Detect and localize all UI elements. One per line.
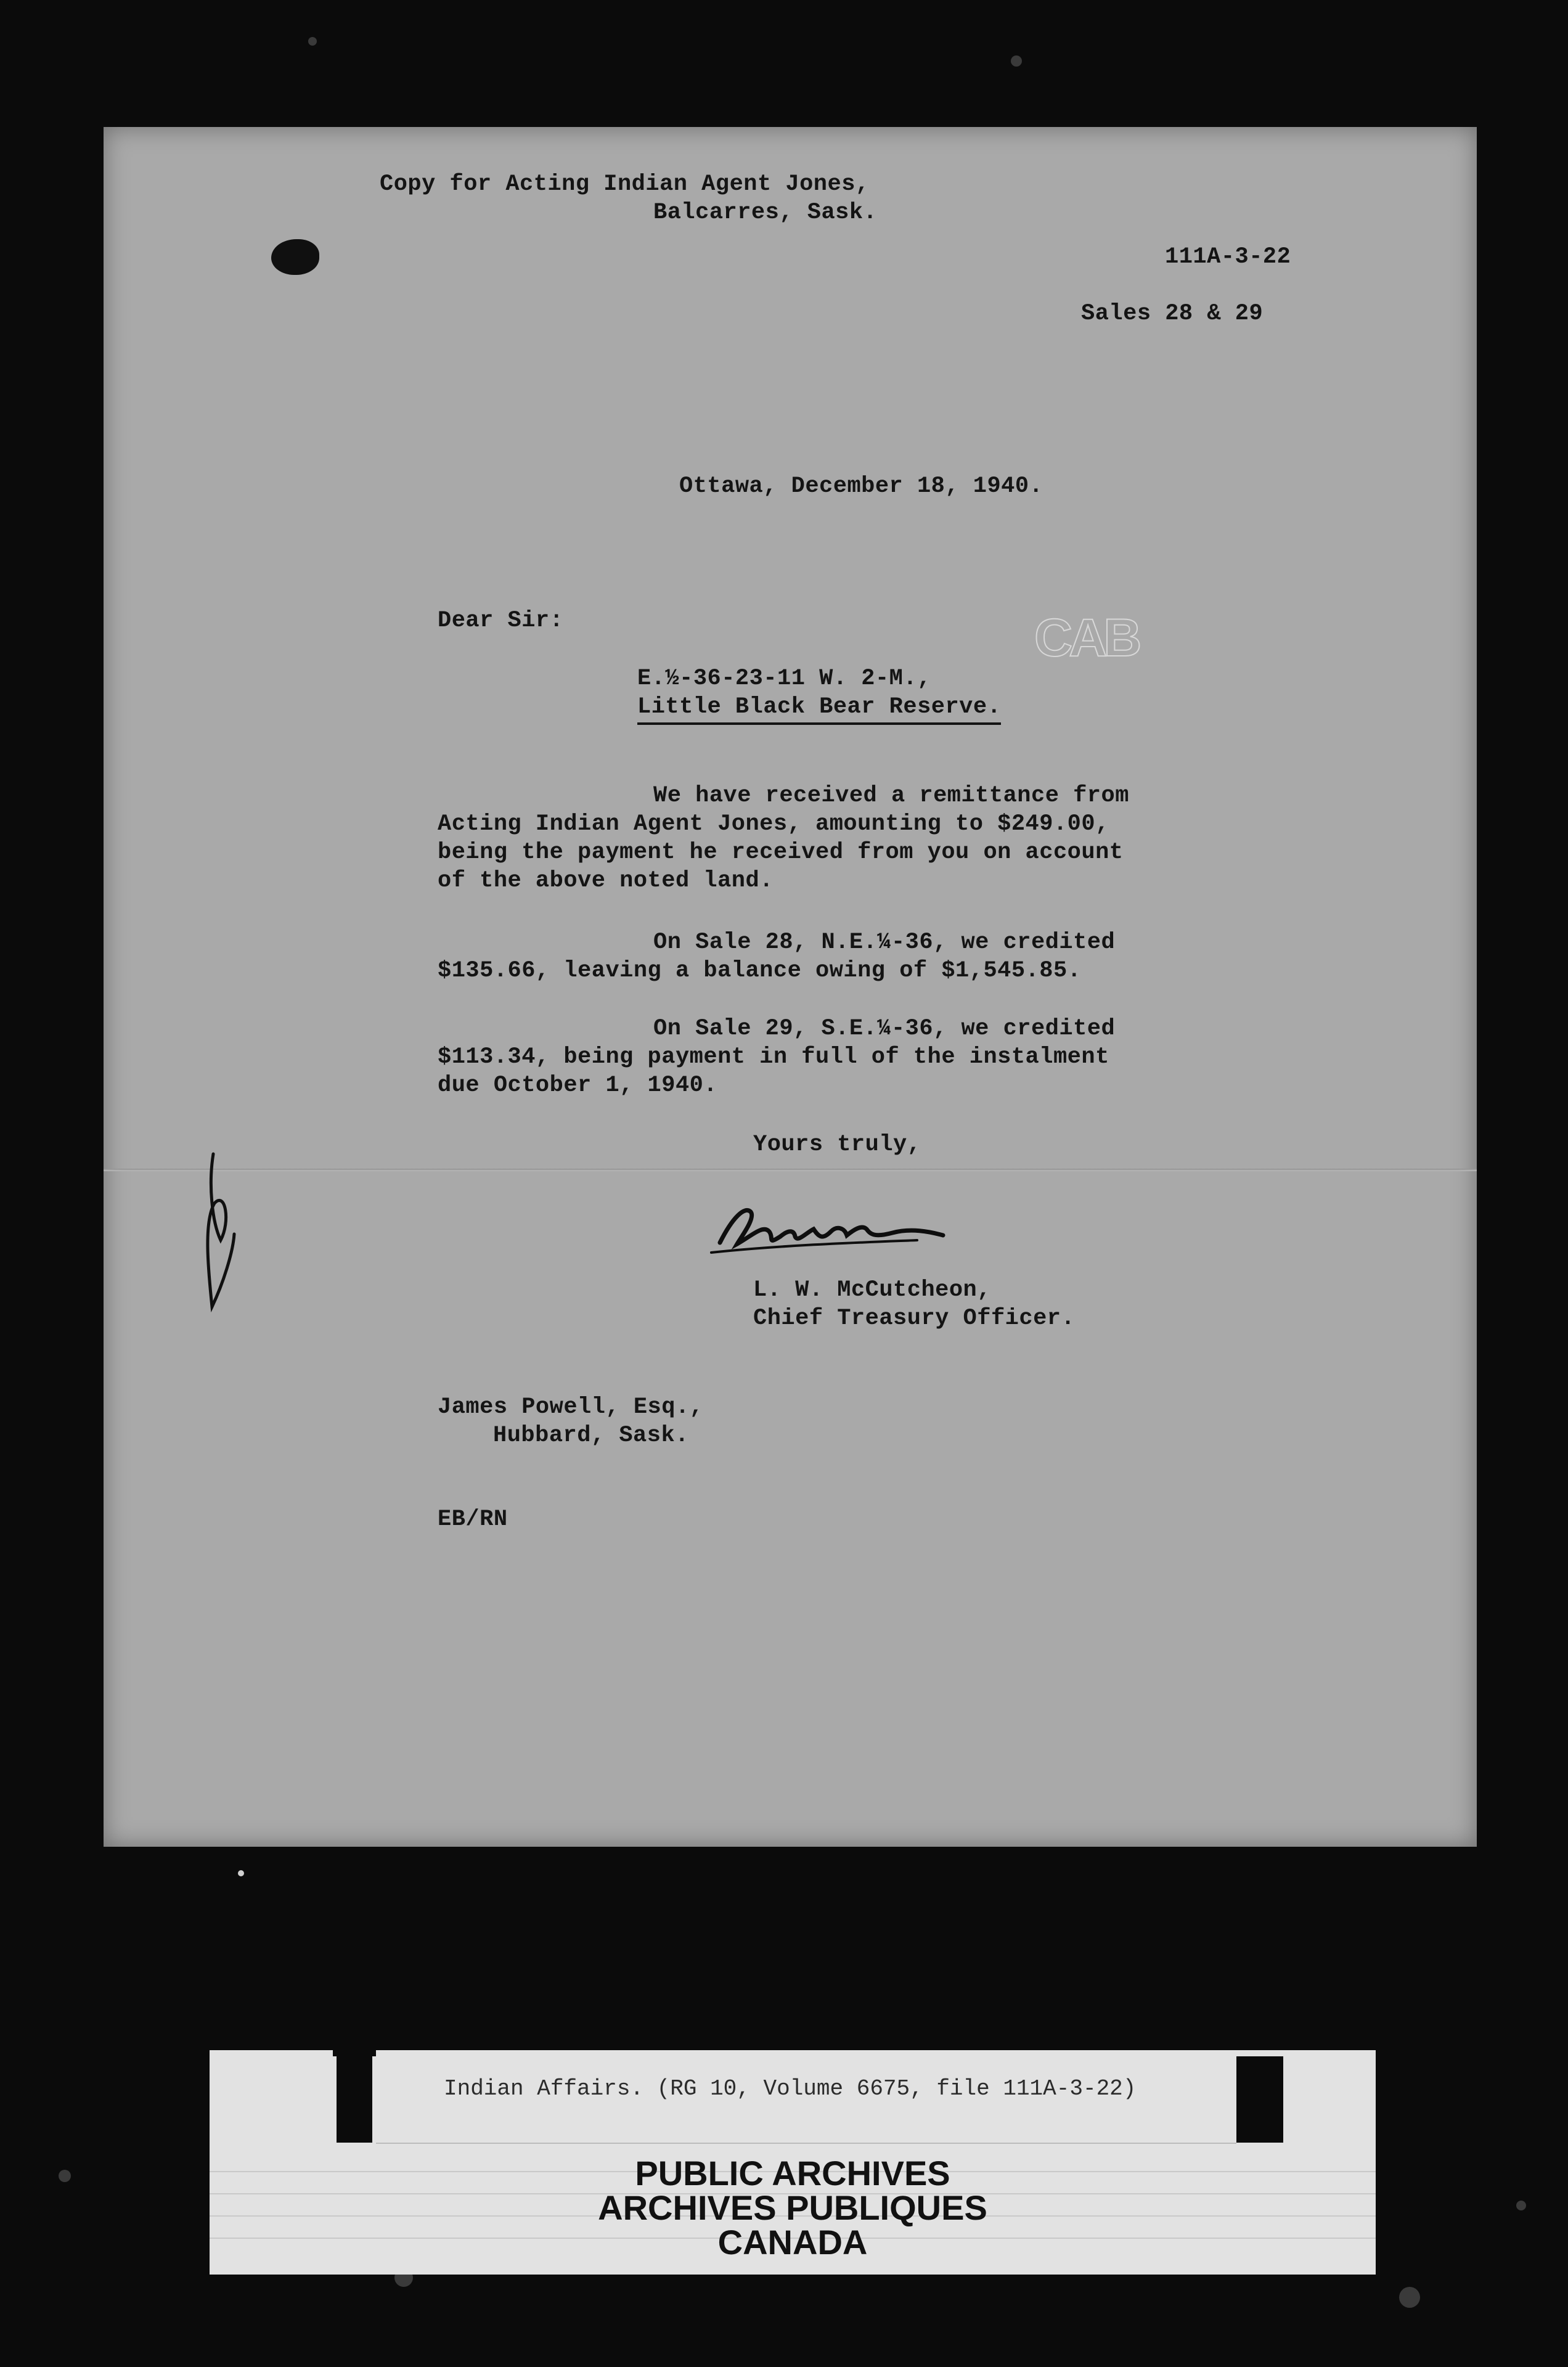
paragraph-line: On Sale 29, S.E.¼-36, we credited [653,1016,1116,1042]
letter-page [104,127,1477,1847]
ink-blot [271,239,319,275]
faint-stamp: CAB [1034,608,1138,668]
typist-initials: EB/RN [438,1506,508,1532]
date-line: Ottawa, December 18, 1940. [679,473,1043,499]
copy-note-line-2: Balcarres, Sask. [653,200,878,226]
file-number: 111A-3-22 [1165,244,1291,270]
film-speck [238,1870,244,1876]
archive-file-reference: Indian Affairs. (RG 10, Volume 6675, file 111A-3-22) [444,2076,1137,2101]
label-divider [376,2143,1236,2144]
subject-line-1: E.½-36-23-11 W. 2-M., [637,666,931,692]
label-cut [337,2056,372,2143]
margin-pencil-mark [196,1148,245,1314]
handwritten-signature [708,1193,966,1261]
archive-name-english: PUBLIC ARCHIVES [635,2154,950,2193]
paragraph-line: On Sale 28, N.E.¼-36, we credited [653,930,1116,955]
copy-note-line-1: Copy for Acting Indian Agent Jones, [380,171,870,197]
archive-country: CANADA [717,2223,868,2262]
label-cut [333,2050,376,2056]
paragraph-line: Acting Indian Agent Jones, amounting to $249.00, [438,811,1109,837]
addressee-line-2: Hubbard, Sask. [493,1423,689,1449]
archive-name-french: ARCHIVES PUBLIQUES [598,2188,987,2227]
film-speck [308,37,317,46]
subject-line-2: Little Black Bear Reserve. [637,694,1001,725]
signatory-title: Chief Treasury Officer. [753,1306,1076,1331]
paragraph-line: $135.66, leaving a balance owing of $1,545.85. [438,958,1082,984]
paragraph-line: of the above noted land. [438,868,774,894]
film-speck [59,2170,71,2182]
paragraph-line: being the payment he received from you on account [438,840,1124,865]
film-speck [1516,2201,1526,2210]
closing: Yours truly, [753,1132,921,1158]
film-speck [1399,2287,1420,2308]
film-speck [1011,55,1022,67]
paragraph-line: $113.34, being payment in full of the instalment [438,1044,1109,1070]
salutation: Dear Sir: [438,608,564,634]
sales-reference: Sales 28 & 29 [1081,301,1264,327]
label-cut [1236,2056,1283,2143]
signatory-name: L. W. McCutcheon, [753,1277,991,1303]
paragraph-line: due October 1, 1940. [438,1073,718,1098]
addressee-line-1: James Powell, Esq., [438,1394,704,1420]
archive-label-card [210,2050,1376,2275]
paragraph-line: We have received a remittance from [653,783,1129,809]
page-fold-line [104,1169,1477,1171]
